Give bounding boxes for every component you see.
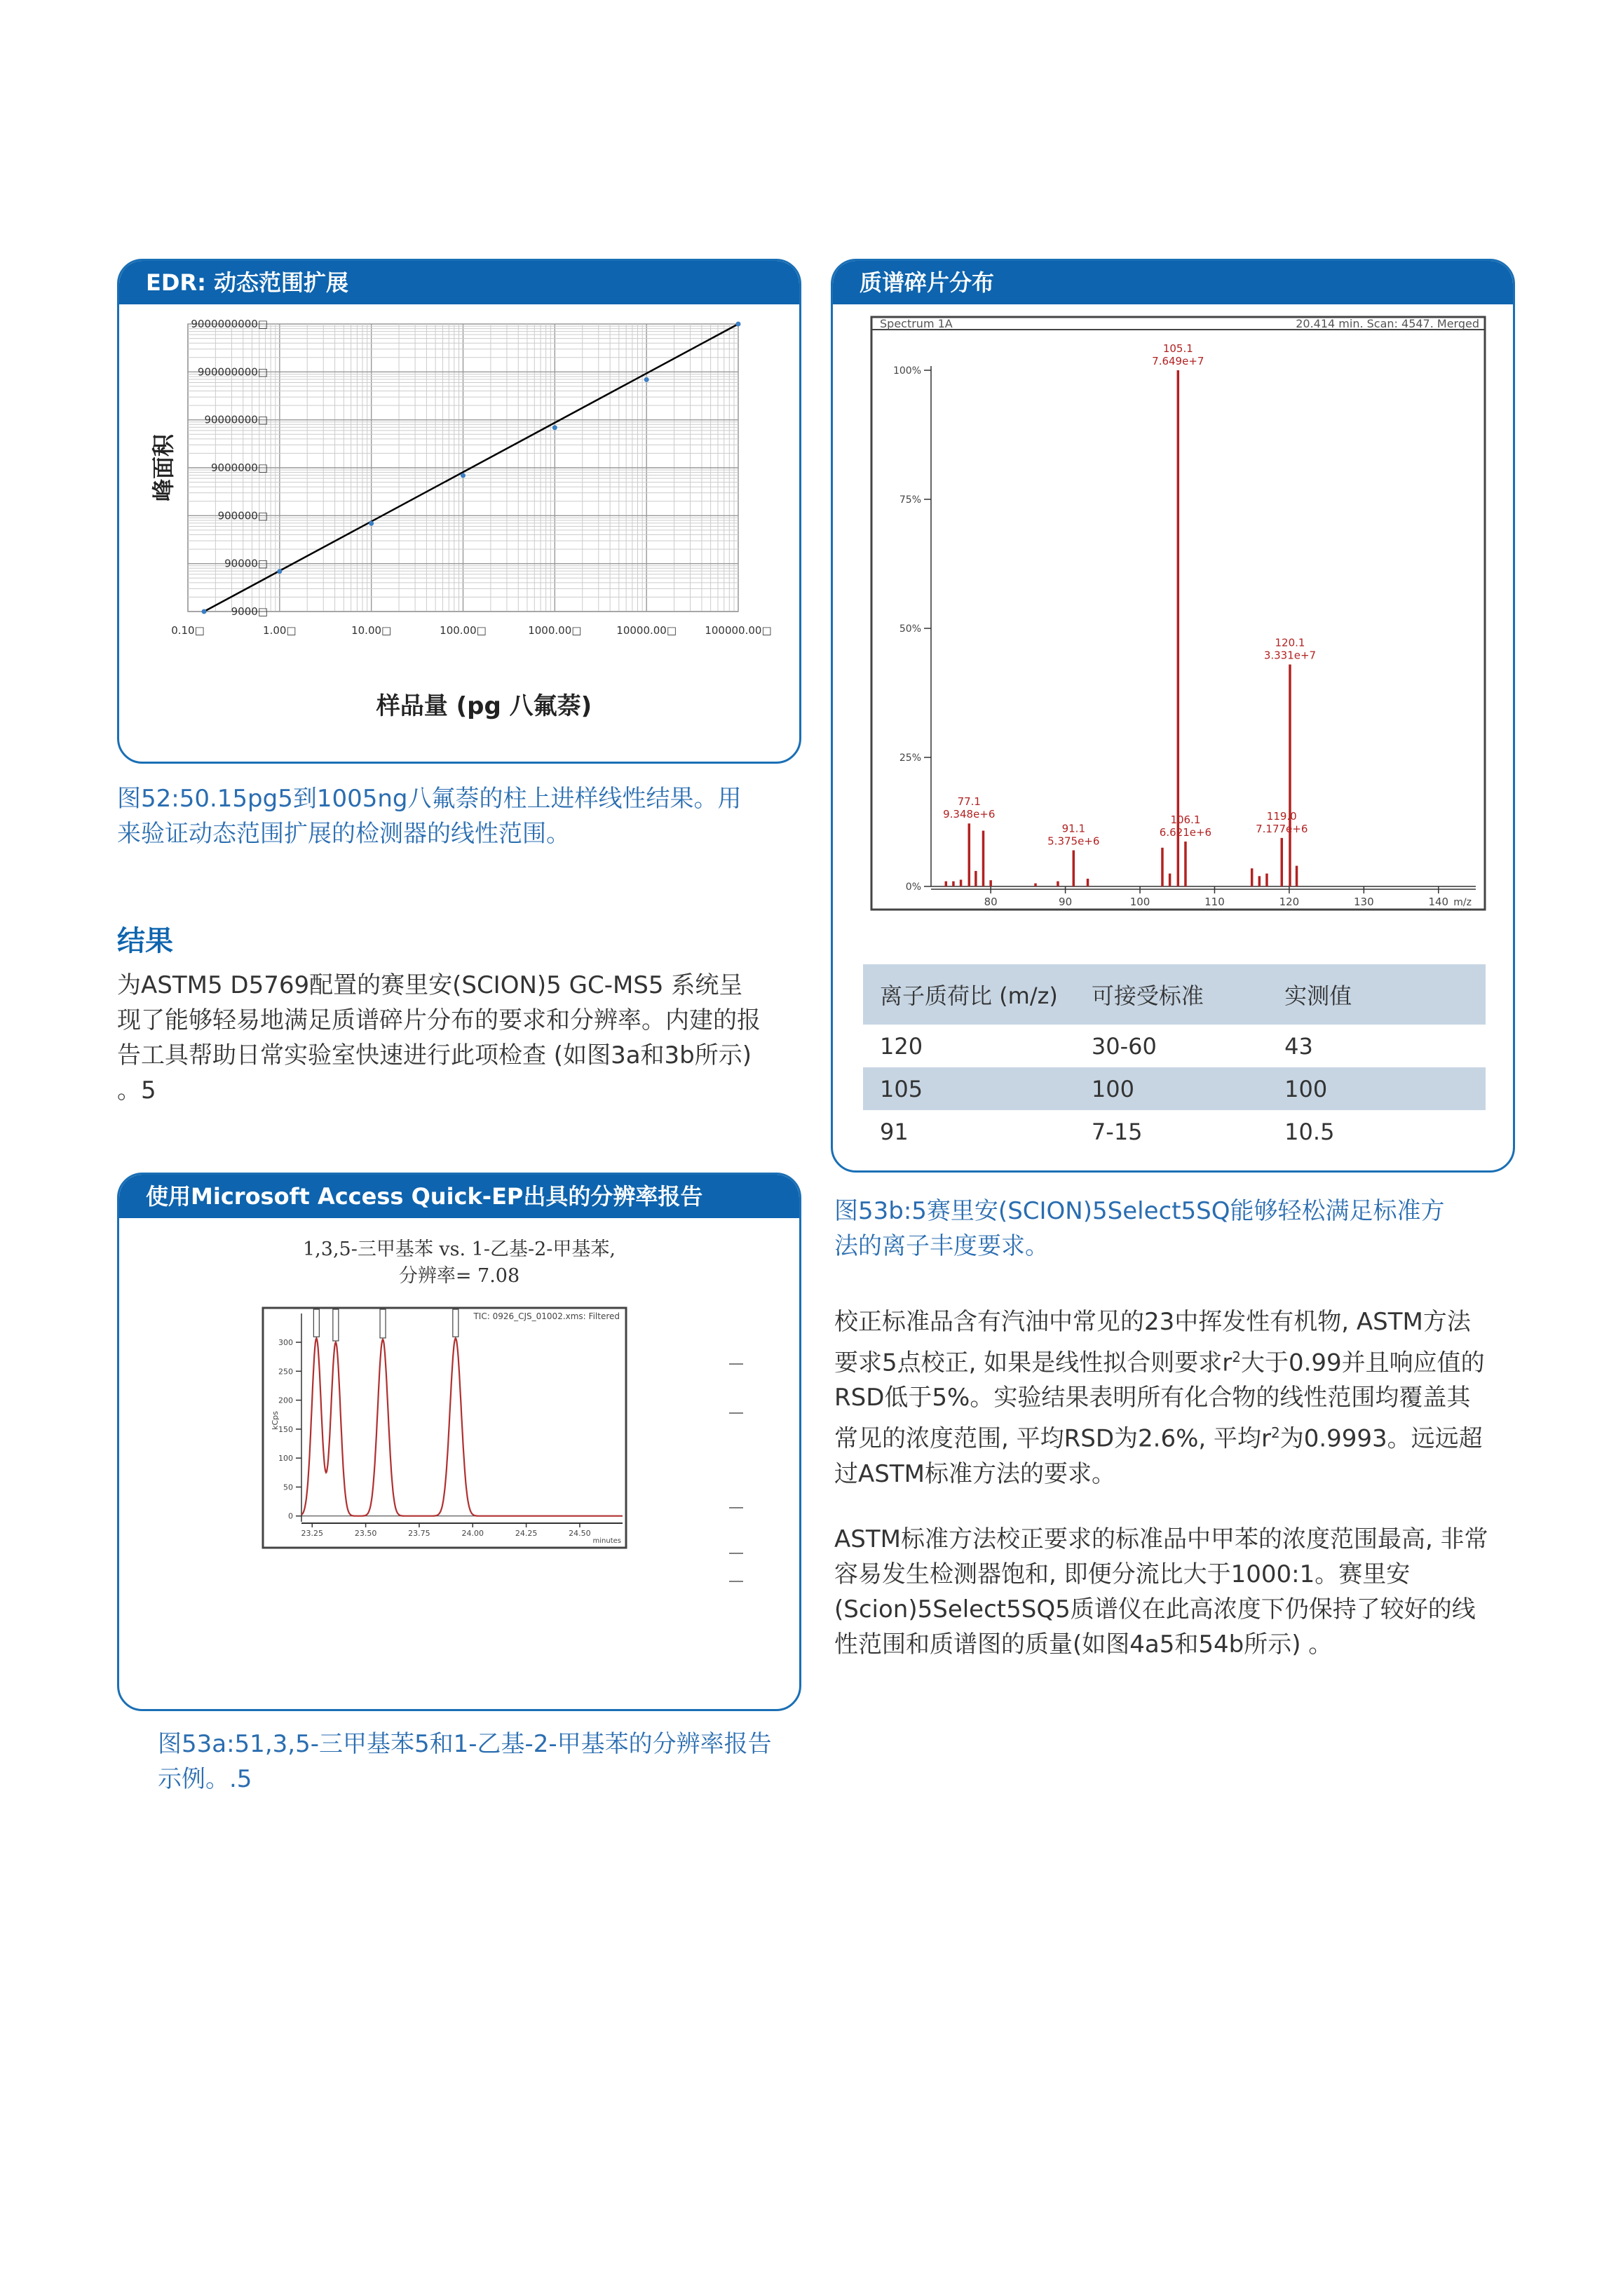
edr-panel-header [119, 261, 799, 304]
x-tick-label: 10.00□ [351, 624, 392, 637]
peak-label-intensity: 6.621e+6 [1159, 825, 1212, 839]
x-tick-label: 10000.00□ [616, 624, 677, 637]
y-tick-label: 9000000□ [211, 461, 268, 474]
spectrum-title: Spectrum 1A [880, 317, 953, 330]
y-tick-label: 200 [278, 1396, 293, 1405]
x-axis-label: minutes [592, 1537, 621, 1545]
mass-spectrum-chart [833, 303, 1515, 920]
cell-mz: 91 [880, 1118, 909, 1145]
resolution-subtitle-2: 分辨率= 7.08 [398, 1265, 520, 1287]
table-row [863, 1067, 1486, 1110]
y-tick-label: 9000□ [231, 605, 268, 618]
y-tick-label: 75% [899, 494, 921, 506]
table-row [863, 1025, 1486, 1067]
y-tick-label: 90000□ [224, 557, 268, 570]
x-tick-label: 24.00 [461, 1529, 484, 1538]
x-tick-label: 100 [1129, 896, 1150, 908]
data-point [202, 609, 207, 614]
resolution-panel-title: 使用Microsoft Access Quick-EP出具的分辨率报告 [146, 1183, 703, 1210]
peak-label-intensity: 5.375e+6 [1047, 835, 1100, 848]
x-tick-label: 100.00□ [440, 624, 487, 637]
spectrum-panel-title: 质谱碎片分布 [860, 269, 995, 296]
y-tick-label: 0% [905, 882, 921, 893]
col-header-mz: 离子质荷比 (m/z) [863, 964, 1075, 1025]
data-point [461, 473, 466, 478]
x-tick-label: 23.50 [354, 1529, 377, 1538]
spectrum-panel-header [833, 261, 1513, 304]
cell-mz: 120 [880, 1032, 923, 1060]
y-tick-label: 25% [899, 752, 921, 764]
x-tick-label: 23.25 [301, 1529, 324, 1538]
data-point [552, 425, 557, 430]
cell-mz: 105 [863, 1067, 1075, 1110]
x-tick-label: 24.50 [569, 1529, 591, 1538]
cell-criteria: 30-60 [1091, 1032, 1157, 1060]
peak-label-mz: 105.1 [1162, 342, 1193, 355]
col-header-measured: 实测值 [1268, 964, 1486, 1025]
cell-measured: 10.5 [1284, 1118, 1335, 1145]
fig52-caption: 图52:50.15pg5到1005ng八氟萘的柱上进样线性结果。用来验证动态范围扩展的检测器的线性范围。 [117, 785, 742, 848]
x-tick-label: 100000.00□ [705, 624, 772, 637]
resolution-panel-header [119, 1175, 799, 1218]
resolution-subtitle-1: 1,3,5-三甲基苯 vs. 1-乙基-2-甲基苯, [303, 1238, 616, 1260]
fig53a-caption: 图53a:51,3,5-三甲基苯5和1-乙基-2-甲基苯的分辨率报告示例。.5 [158, 1730, 772, 1793]
calibration-text-a: 校正标准品含有汽油中常见的23中挥发性有机物, ASTM方法要求5点校正, 如果是线性拟合则要求r [834, 1308, 1471, 1377]
peak-label-mz: 120.1 [1275, 636, 1305, 649]
x-tick-label: 23.75 [408, 1529, 430, 1538]
x-tick-label: 0.10□ [171, 624, 205, 637]
edr-panel-title: EDR: 动态范围扩展 [146, 269, 349, 296]
resolution-panel [117, 1173, 801, 1711]
peak-label-mz: 119.0 [1266, 809, 1297, 823]
spectrum-scan-info: 20.414 min. Scan: 4547. Merged [1296, 317, 1479, 330]
x-tick-label: 110 [1204, 896, 1225, 908]
data-point [277, 569, 282, 574]
x-tick-label: 120 [1279, 896, 1300, 908]
y-tick-label: 90000000□ [204, 413, 268, 426]
results-paragraph: 为ASTM5 D5769配置的赛里安(SCION)5 GC-MS5 系统呈现了能够轻易地满足质谱碎片分布的要求和分辨率。内建的报告工具帮助日常实验室快速进行此项检查 (如图3a和3b所示) 。5 [117, 971, 761, 1105]
peak-label-intensity: 3.331e+7 [1263, 649, 1317, 662]
fig53b-caption: 图53b:5赛里安(SCION)5Select5SQ能够轻松满足标准方法的离子丰度要求。 [834, 1197, 1445, 1260]
y-tick-label: 300 [278, 1338, 293, 1348]
y-axis-label: kCps [271, 1411, 280, 1430]
table-row [863, 1110, 1486, 1153]
y-tick-label: 100% [892, 365, 921, 377]
cell-criteria: 7-15 [1091, 1118, 1143, 1145]
x-axis-label: 样品量 (pg 八氟萘) [376, 692, 592, 720]
r-squared-sup: 2 [1270, 1424, 1280, 1442]
x-tick-label: 24.25 [515, 1529, 538, 1538]
x-axis-label: m/z [1453, 897, 1472, 908]
y-tick-label: 900000□ [217, 509, 268, 522]
peak-label-intensity: 9.348e+6 [943, 808, 996, 821]
y-tick-label: 0 [288, 1511, 293, 1521]
calibration-paragraph [834, 1304, 1493, 1492]
y-tick-label: 9000000000□ [191, 318, 268, 330]
data-point [369, 521, 374, 526]
calibration-text-c: 为0.9993。远远超过ASTM标准方法的要求。 [834, 1424, 1483, 1488]
r-squared-sup: 2 [1232, 1349, 1241, 1365]
col-header-criteria: 可接受标准 [1075, 964, 1268, 1025]
peak-label-mz: 91.1 [1061, 822, 1086, 835]
cell-criteria: 100 [1075, 1067, 1268, 1110]
peak-label-mz: 106.1 [1170, 813, 1201, 826]
tic-chart [119, 1294, 801, 1687]
edr-panel [117, 259, 801, 764]
y-tick-label: 900000000□ [197, 365, 268, 379]
data-point [644, 377, 649, 382]
y-tick-label: 250 [278, 1367, 293, 1377]
ion-ratio-table [863, 964, 1486, 1153]
data-point [736, 322, 741, 327]
y-tick-label: 100 [278, 1454, 293, 1464]
y-tick-label: 50% [899, 623, 921, 635]
cell-measured: 43 [1284, 1032, 1313, 1060]
peak-label-intensity: 7.177e+6 [1256, 822, 1308, 835]
x-tick-label: 1.00□ [263, 624, 297, 637]
y-tick-label: 150 [278, 1424, 293, 1434]
spectrum-panel [831, 259, 1515, 1173]
ion-table-header-row [863, 964, 1486, 1025]
tic-title: TIC: 0926_CJS_01002.xms: Filtered [473, 1311, 620, 1321]
calibration-text-b: 大于0.99并且响应值的RSD低于5%。实验结果表明所有化合物的线性范围均覆盖其常见的浓度范围, 平均RSD为2.6%, 平均r [834, 1349, 1485, 1453]
edr-chart [119, 303, 801, 764]
x-tick-label: 90 [1059, 896, 1073, 908]
cell-measured: 100 [1268, 1067, 1486, 1110]
y-tick-label: 50 [283, 1483, 293, 1492]
toluene-paragraph: ASTM标准方法校正要求的标准品中甲苯的浓度范围最高, 非常容易发生检测器饱和, 即便分流比大于1000:1。赛里安(Scion)5Select5SQ5质谱仪在此高浓度下仍保持了较好的线性范围和质谱图的质量(如图4a5和54b所示) 。 [834, 1525, 1488, 1659]
results-heading: 结果 [117, 925, 173, 957]
x-tick-label: 130 [1354, 896, 1374, 908]
x-tick-label: 140 [1428, 896, 1449, 908]
y-axis-label: 峰面积 [150, 433, 177, 502]
peak-label-intensity: 7.649e+7 [1152, 355, 1204, 367]
x-tick-label: 1000.00□ [528, 624, 582, 637]
peak-label-mz: 77.1 [957, 795, 981, 809]
x-tick-label: 80 [984, 896, 998, 908]
